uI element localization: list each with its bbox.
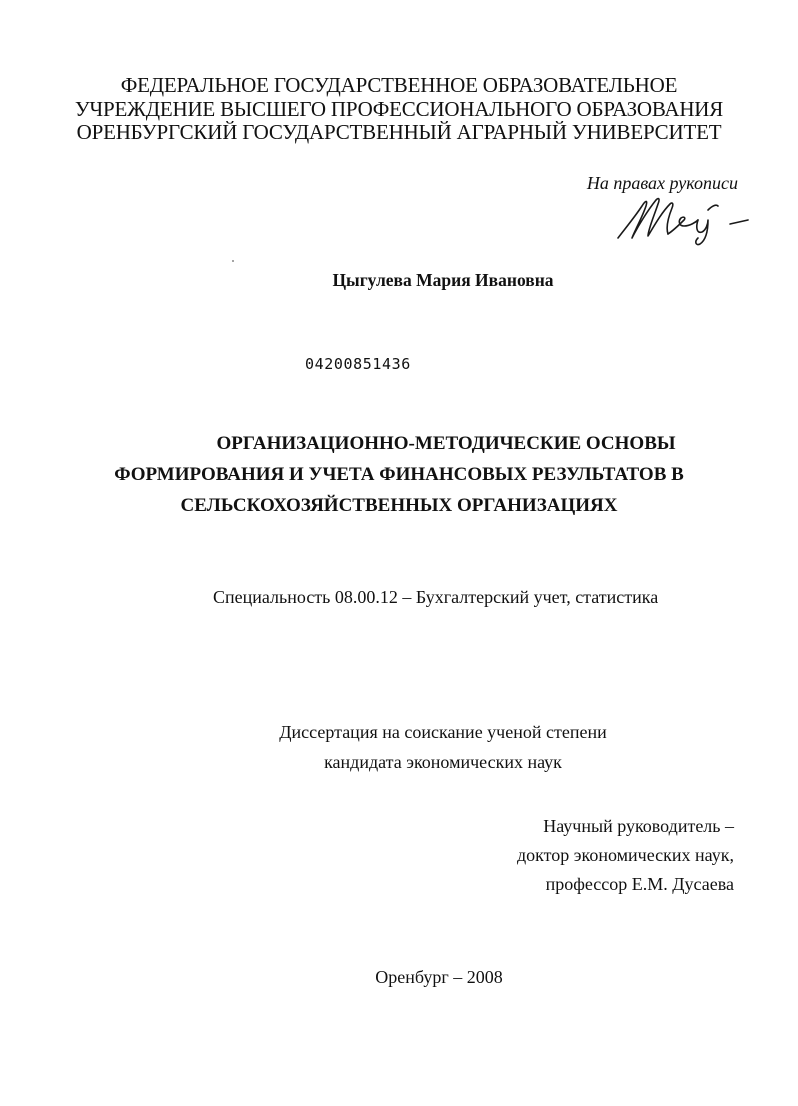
title-line-3: СЕЛЬСКОХОЗЯЙСТВЕННЫХ ОРГАНИЗАЦИЯХ (180, 495, 618, 516)
degree-line-1: Диссертация на соискание ученой степени (279, 722, 607, 742)
institution-header (0, 74, 798, 145)
institution-line-3: ОРЕНБУРГСКИЙ ГОСУДАРСТВЕННЫЙ АГРАРНЫЙ УНИВЕРСИТЕТ (76, 120, 722, 144)
signature-icon (612, 190, 762, 246)
author-name: Цыгулева Мария Ивановна (332, 270, 554, 290)
institution-line-1: ФЕДЕРАЛЬНОЕ ГОСУДАРСТВЕННОЕ ОБРАЗОВАТЕЛЬНОЕ (120, 73, 678, 97)
degree-statement (0, 717, 798, 777)
city-year: Оренбург – 2008 (375, 967, 503, 987)
advisor-line-1: Научный руководитель – (543, 816, 734, 836)
degree-line-2: кандидата экономических наук (324, 752, 562, 772)
advisor-line-2: доктор экономических наук, (517, 845, 734, 865)
advisor-line-3: профессор Е.М. Дусаева (545, 874, 734, 894)
scientific-advisor (517, 812, 734, 899)
dissertation-title (0, 428, 798, 521)
title-line-1: ОРГАНИЗАЦИОННО-МЕТОДИЧЕСКИЕ ОСНОВЫ (216, 433, 676, 454)
title-line-2: ФОРМИРОВАНИЯ И УЧЕТА ФИНАНСОВЫХ РЕЗУЛЬТАТОВ В (114, 464, 684, 485)
institution-line-2: УЧРЕЖДЕНИЕ ВЫСШЕГО ПРОФЕССИОНАЛЬНОГО ОБРАЗОВАНИЯ (74, 96, 724, 121)
document-code: 04200851436 (305, 355, 411, 373)
scan-speck (232, 260, 234, 262)
rights-note: На правах рукописи (586, 173, 738, 193)
specialty: Специальность 08.00.12 – Бухгалтерский учет, статистика (213, 587, 659, 607)
